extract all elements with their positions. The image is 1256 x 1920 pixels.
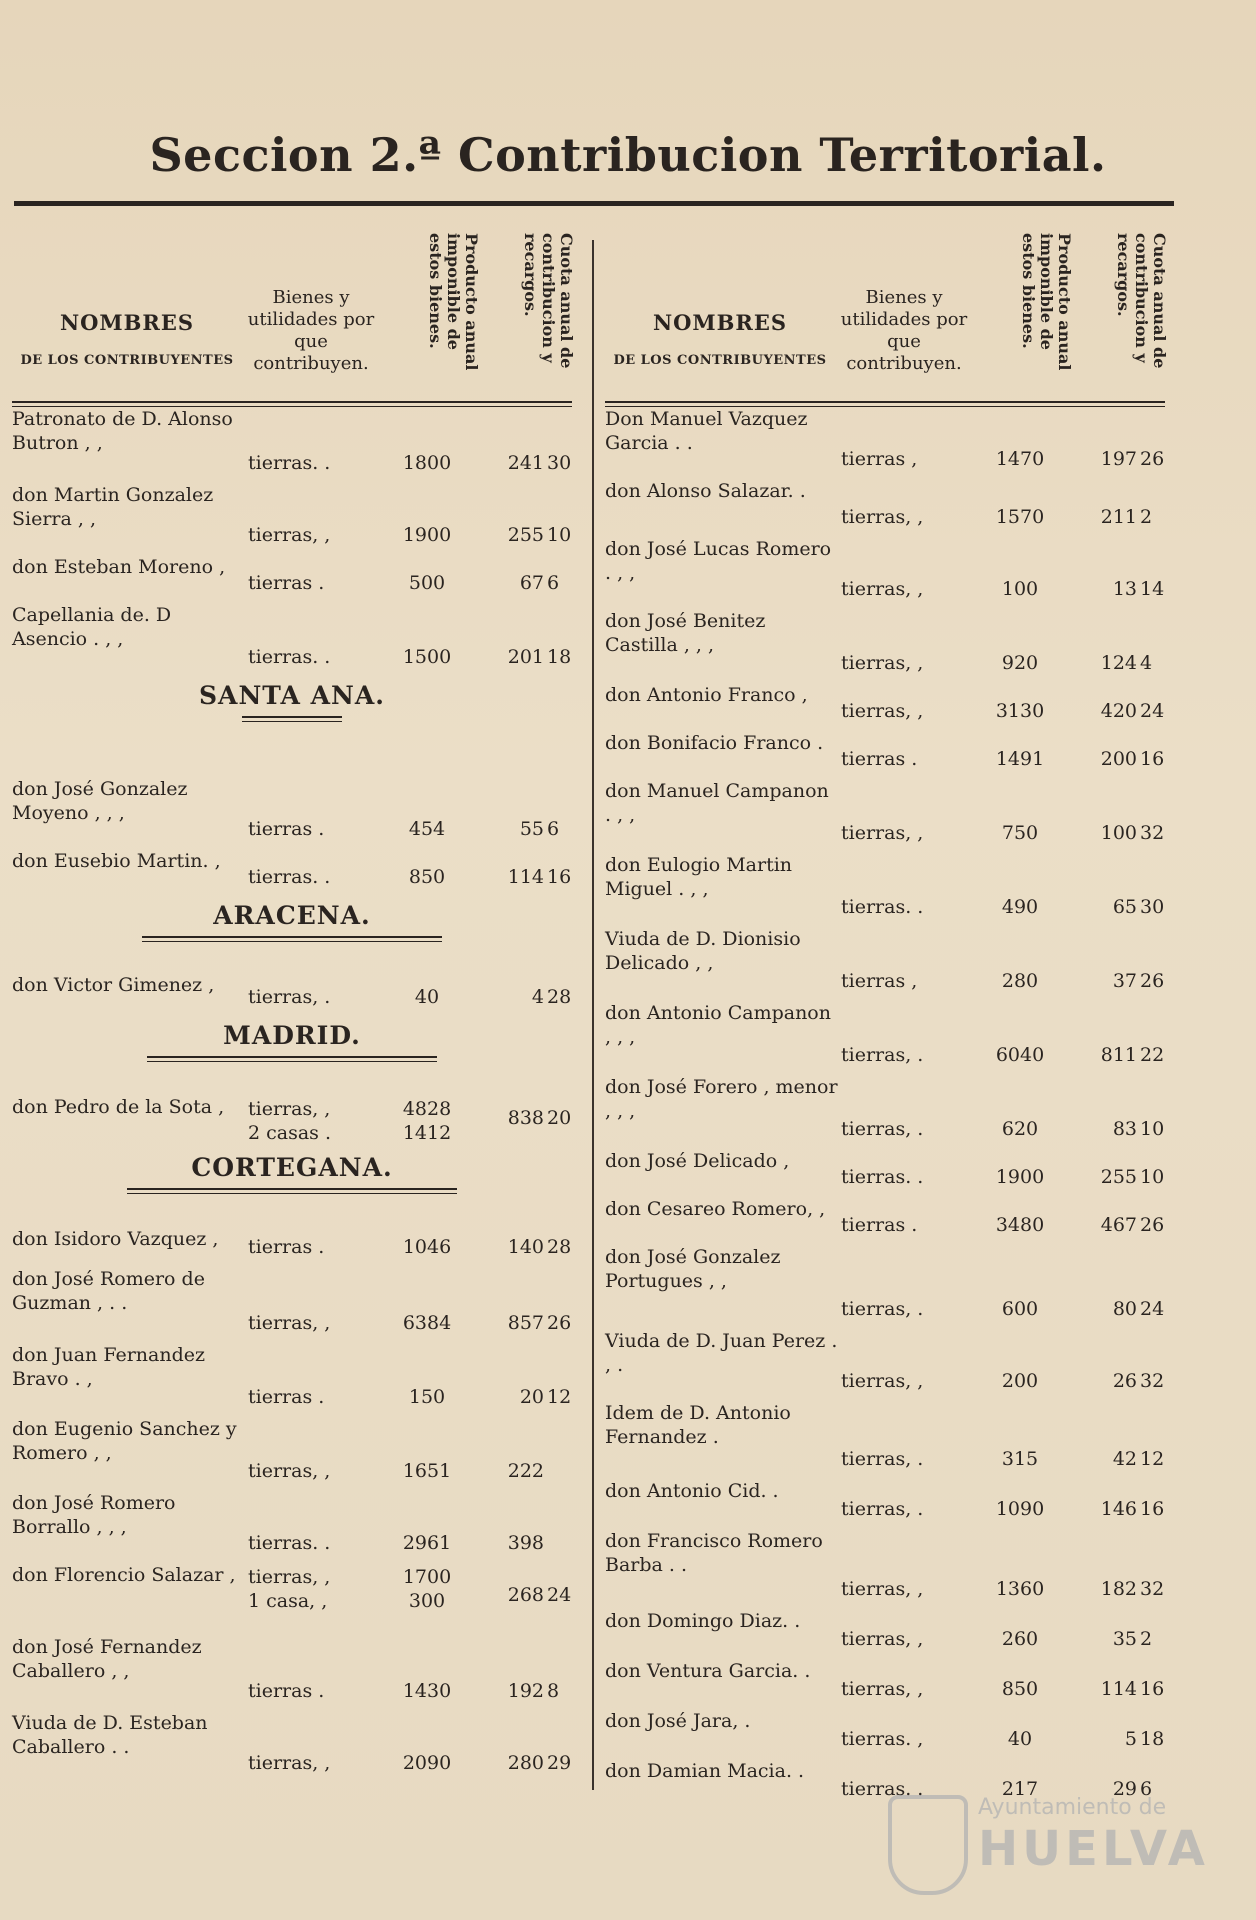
quota-cell: 35 (1112, 1628, 1137, 1650)
table-row (12, 601, 572, 675)
product-cell: 454 (408, 818, 446, 840)
section-heading (12, 1147, 572, 1225)
contributor-name: don José Fernandez Caballero , , (12, 1636, 202, 1682)
quota-cell: 182 (1100, 1578, 1137, 1600)
right-table-header (605, 225, 1169, 405)
section-label: CORTEGANA. (191, 1153, 393, 1182)
goods-cell: tierras, . (841, 1118, 924, 1140)
quota-cents-cell: 24 (1140, 1298, 1165, 1320)
product-cell: 6040 (995, 1044, 1045, 1066)
quota-cents-cell: 32 (1140, 822, 1165, 844)
goods-cell: tierras. . (248, 1532, 331, 1554)
table-row (12, 1415, 572, 1489)
quota-cents-cell: 32 (1140, 1578, 1165, 1600)
contributor-name: don Domingo Diaz. . (605, 1610, 801, 1632)
contributor-name: don Cesareo Romero, , (605, 1198, 826, 1220)
watermark-subtitle: Ayuntamiento de (978, 1795, 1167, 1820)
quota-cents-cell: 10 (547, 524, 572, 546)
product-cell: 1800 (402, 452, 452, 474)
section-rule (147, 1056, 437, 1062)
table-row (605, 535, 1165, 607)
product-cell: 1360 (995, 1578, 1045, 1600)
quota-cell: 255 (507, 524, 544, 546)
quota-cell: 26 (1112, 1370, 1137, 1392)
quota-cell: 65 (1112, 896, 1137, 918)
table-row (12, 1093, 572, 1147)
contributor-name: don Antonio Cid. . (605, 1480, 779, 1502)
quota-cell: 398 (507, 1532, 544, 1554)
contributor-name: don Manuel Campanon . , , (605, 780, 829, 826)
quota-cents-cell: 14 (1140, 578, 1165, 600)
quota-cents-cell: 16 (1140, 748, 1165, 770)
table-row (605, 1073, 1165, 1147)
names-header-subtitle: DE LOS CONTRIBUYENTES (20, 353, 234, 368)
goods-cell: tierras, , (841, 1678, 924, 1700)
product-cell: 40 (414, 986, 440, 1008)
product-cell: 3480 (995, 1214, 1045, 1236)
quota-cell: 100 (1100, 822, 1137, 844)
product-header: Producto anual imponible de estos bienes. (1019, 233, 1074, 371)
product-cell: 4828 1412 (402, 1098, 452, 1144)
quota-cell: 201 (507, 646, 544, 668)
product-cell: 1491 (995, 748, 1045, 770)
contributor-name: don Ventura Garcia. . (605, 1660, 811, 1682)
quota-header: Cuota anual de contribucion y recargos. (1114, 233, 1169, 369)
quota-cents-cell: 29 (547, 1752, 572, 1774)
contributor-name: Capellania de. D Asencio . , , (12, 604, 172, 650)
product-cell: 1700 300 (402, 1566, 452, 1612)
goods-cell: tierras, , (841, 506, 924, 528)
contributor-name: don José Romero Borrallo , , , (12, 1492, 176, 1538)
goods-cell: tierras, . (841, 1448, 924, 1470)
contributor-name: don Esteban Moreno , (12, 556, 226, 578)
table-row (12, 553, 572, 601)
goods-cell: tierras, , 1 casa, , (248, 1566, 331, 1612)
left-column (12, 225, 576, 1781)
contributor-name: Idem de D. Antonio Fernandez . (605, 1402, 791, 1448)
contributor-name: don José Jara, . (605, 1710, 751, 1732)
product-cell: 1570 (995, 506, 1045, 528)
product-cell: 6384 (402, 1312, 452, 1334)
product-cell: 1470 (995, 448, 1045, 470)
goods-header: Bienes y utilidades por que contribuyen. (247, 287, 375, 374)
contributor-name: Viuda de D. Esteban Caballero . . (12, 1712, 208, 1758)
contributor-name: don José Delicado , (605, 1150, 790, 1172)
quota-cents-cell: 2 (1140, 506, 1153, 528)
contributor-name: Don Manuel Vazquez Garcia . . (605, 408, 808, 454)
goods-cell: tierras , (841, 970, 918, 992)
table-row (605, 1527, 1165, 1607)
goods-cell: tierras, . (841, 1044, 924, 1066)
contributor-name: don Victor Gimenez , (12, 974, 215, 996)
table-row (12, 481, 572, 553)
contributor-name: Viuda de D. Dionisio Delicado , , (605, 928, 801, 974)
quota-cents-cell: 18 (547, 646, 572, 668)
table-row (605, 851, 1165, 925)
table-row (605, 477, 1165, 535)
quota-cell: 42 (1112, 1448, 1137, 1470)
section-rule (142, 936, 442, 942)
goods-cell: tierras, , (841, 1578, 924, 1600)
goods-cell: tierras, , (841, 578, 924, 600)
product-cell: 1500 (402, 646, 452, 668)
quota-header: Cuota anual de contribucion y recargos. (521, 233, 576, 369)
table-row (12, 405, 572, 481)
names-header (12, 310, 242, 368)
contributor-name: don José Lucas Romero . , , (605, 538, 832, 584)
quota-cell: 211 (1100, 506, 1137, 528)
product-cell: 3130 (995, 700, 1045, 722)
section-rule (242, 716, 342, 722)
product-cell: 100 (1001, 578, 1039, 600)
quota-cell: 467 (1100, 1214, 1137, 1236)
product-cell: 920 (1001, 652, 1039, 674)
column-divider (592, 240, 594, 1790)
product-cell: 1651 (402, 1460, 452, 1482)
names-header-title: NOMBRES (652, 310, 788, 335)
quota-cents-cell: 2 (1140, 1628, 1153, 1650)
quota-cell: 5 (1124, 1728, 1137, 1750)
contributor-name: don Antonio Campanon , , , (605, 1002, 831, 1048)
goods-cell: tierras . (248, 1680, 325, 1702)
contributor-name: Viuda de D. Juan Perez . , . (605, 1330, 838, 1376)
quota-cell: 200 (1100, 748, 1137, 770)
goods-cell: tierras. . (248, 452, 331, 474)
goods-cell: tierras, , (248, 1752, 331, 1774)
quota-cents-cell: 10 (1140, 1166, 1165, 1188)
goods-cell: tierras . (248, 572, 325, 594)
product-cell: 1090 (995, 1498, 1045, 1520)
names-header-subtitle: DE LOS CONTRIBUYENTES (613, 353, 827, 368)
contributor-name: don José Benitez Castilla , , , (605, 610, 766, 656)
quota-cell: 192 (507, 1680, 544, 1702)
quota-cell: 241 (507, 452, 544, 474)
table-row (12, 847, 572, 895)
contributor-name: don Damian Macia. . (605, 1760, 805, 1782)
product-cell: 620 (1001, 1118, 1039, 1140)
goods-cell: tierras, , (841, 700, 924, 722)
quota-cell: 255 (1100, 1166, 1137, 1188)
quota-cell: 114 (1100, 1678, 1137, 1700)
product-cell: 750 (1001, 822, 1039, 844)
contributor-name: don Eusebio Martin. , (12, 850, 221, 872)
right-column (605, 225, 1169, 1807)
goods-cell: tierras . (248, 1236, 325, 1258)
quota-cents-cell: 30 (1140, 896, 1165, 918)
goods-cell: tierras , (841, 448, 918, 470)
table-row (605, 1243, 1165, 1327)
quota-cell: 280 (507, 1752, 544, 1774)
quota-cents-cell: 6 (547, 572, 560, 594)
right-table-body (605, 405, 1165, 1807)
product-cell: 600 (1001, 1298, 1039, 1320)
table-row (605, 999, 1165, 1073)
quota-cell: 146 (1100, 1498, 1137, 1520)
product-cell: 1430 (402, 1680, 452, 1702)
product-cell: 315 (1001, 1448, 1039, 1470)
quota-cell: 80 (1112, 1298, 1137, 1320)
table-row (12, 1341, 572, 1415)
left-table-header (12, 225, 576, 405)
crest-icon (888, 1795, 968, 1895)
quota-cell: 20 (519, 1386, 544, 1408)
product-cell: 280 (1001, 970, 1039, 992)
table-row (12, 1709, 572, 1781)
table-row (605, 1707, 1165, 1757)
page-title: Seccion 2.ª Contribucion Territorial. (149, 128, 1107, 182)
quota-cell: 197 (1100, 448, 1137, 470)
quota-cents-cell: 6 (1140, 1778, 1153, 1800)
section-label: SANTA ANA. (199, 681, 385, 710)
quota-cell: 857 (507, 1312, 544, 1334)
table-row (12, 971, 572, 1015)
quota-cell: 13 (1112, 578, 1137, 600)
table-row (605, 607, 1165, 681)
watermark-stamp (878, 1795, 1209, 1895)
goods-cell: tierras . (841, 748, 918, 770)
contributor-name: don Francisco Romero Barba . . (605, 1530, 823, 1576)
product-cell: 260 (1001, 1628, 1039, 1650)
quota-cents-cell: 20 (547, 1107, 572, 1129)
quota-cell: 37 (1112, 970, 1137, 992)
quota-cents-cell: 10 (1140, 1118, 1165, 1140)
goods-cell: tierras, , (841, 1628, 924, 1650)
quota-cents-cell: 12 (547, 1386, 572, 1408)
watermark-title: HUELVA (978, 1821, 1209, 1877)
table-row (605, 1607, 1165, 1657)
quota-cell: 114 (507, 866, 544, 888)
goods-cell: tierras. . (248, 646, 331, 668)
goods-cell: tierras . (841, 1214, 918, 1236)
quota-cell: 140 (507, 1236, 544, 1258)
section-label: ARACENA. (213, 901, 371, 930)
quota-cents-cell: 6 (547, 818, 560, 840)
table-row (605, 1399, 1165, 1477)
product-cell: 40 (1007, 1728, 1033, 1750)
quota-cents-cell: 16 (547, 866, 572, 888)
table-row (12, 1265, 572, 1341)
table-row (12, 775, 572, 847)
names-header (605, 310, 835, 368)
quota-cell: 67 (519, 572, 544, 594)
product-cell: 500 (408, 572, 446, 594)
product-cell: 1900 (995, 1166, 1045, 1188)
contributor-name: don Pedro de la Sota , (12, 1096, 225, 1118)
product-cell: 2090 (402, 1752, 452, 1774)
product-cell: 1046 (402, 1236, 452, 1258)
contributor-name: don Antonio Franco , (605, 684, 808, 706)
product-cell: 200 (1001, 1370, 1039, 1392)
contributor-name: don Alonso Salazar. . (605, 480, 806, 502)
product-cell: 850 (408, 866, 446, 888)
goods-cell: tierras. . (841, 1778, 924, 1800)
quota-cents-cell: 26 (1140, 448, 1165, 470)
goods-cell: tierras, . (841, 1298, 924, 1320)
goods-cell: tierras, . (841, 1498, 924, 1520)
goods-cell: tierras, , (248, 1312, 331, 1334)
contributor-name: Patronato de D. Alonso Butron , , (12, 408, 233, 454)
quota-cents-cell: 8 (547, 1680, 560, 1702)
goods-cell: tierras, , (248, 524, 331, 546)
product-cell: 2961 (402, 1532, 452, 1554)
contributor-name: don José Forero , menor , , , (605, 1076, 838, 1122)
goods-cell: tierras, . (248, 986, 331, 1008)
table-row (605, 681, 1165, 729)
quota-cents-cell: 24 (547, 1584, 572, 1606)
quota-cell: 222 (507, 1460, 544, 1482)
quota-cell: 4 (531, 986, 544, 1008)
quota-cell: 811 (1100, 1044, 1137, 1066)
goods-cell: tierras, , (841, 1370, 924, 1392)
contributor-name: don Eugenio Sanchez y Romero , , (12, 1418, 237, 1464)
quota-cell: 838 (507, 1107, 544, 1129)
quota-cents-cell: 18 (1140, 1728, 1165, 1750)
quota-cents-cell: 26 (547, 1312, 572, 1334)
title-rule (14, 201, 1174, 206)
section-heading (12, 895, 572, 971)
table-row (605, 405, 1165, 477)
product-header: Producto anual imponible de estos bienes. (426, 233, 481, 371)
quota-cents-cell: 4 (1140, 652, 1153, 674)
goods-cell: tierras, , (841, 822, 924, 844)
contributor-name: don Martin Gonzalez Sierra , , (12, 484, 214, 530)
contributor-name: don Isidoro Vazquez , (12, 1228, 219, 1250)
product-cell: 217 (1001, 1778, 1039, 1800)
section-label: MADRID. (223, 1021, 361, 1050)
names-header-title: NOMBRES (59, 310, 195, 335)
quota-cents-cell: 28 (547, 986, 572, 1008)
quota-cell: 83 (1112, 1118, 1137, 1140)
section-heading (12, 675, 572, 775)
goods-cell: tierras. , (841, 1728, 924, 1750)
quota-cell: 124 (1100, 652, 1137, 674)
quota-cents-cell: 22 (1140, 1044, 1165, 1066)
product-cell: 1900 (402, 524, 452, 546)
section-heading (12, 1015, 572, 1093)
section-rule (127, 1188, 457, 1194)
table-row (605, 729, 1165, 777)
contributor-name: don Florencio Salazar , (12, 1564, 236, 1586)
contributor-name: don Bonifacio Franco . (605, 732, 824, 754)
quota-cents-cell: 16 (1140, 1678, 1165, 1700)
goods-cell: tierras. . (841, 896, 924, 918)
quota-cents-cell: 12 (1140, 1448, 1165, 1470)
product-cell: 150 (408, 1386, 446, 1408)
quota-cents-cell: 26 (1140, 1214, 1165, 1236)
table-row (12, 1561, 572, 1633)
table-row (605, 1657, 1165, 1707)
left-table-body (12, 405, 572, 1781)
contributor-name: don José Gonzalez Moyeno , , , (12, 778, 188, 824)
product-cell: 490 (1001, 896, 1039, 918)
contributor-name: don José Romero de Guzman , . . (12, 1268, 205, 1314)
contributor-name: don Juan Fernandez Bravo . , (12, 1344, 206, 1390)
table-row (12, 1489, 572, 1561)
goods-cell: tierras . (248, 818, 325, 840)
goods-header: Bienes y utilidades por que contribuyen. (840, 287, 968, 374)
table-row (605, 1477, 1165, 1527)
table-row (605, 777, 1165, 851)
quota-cents-cell: 30 (547, 452, 572, 474)
table-row (12, 1225, 572, 1265)
goods-cell: tierras . (248, 1386, 325, 1408)
quota-cents-cell: 16 (1140, 1498, 1165, 1520)
quota-cents-cell: 32 (1140, 1370, 1165, 1392)
table-row (605, 1195, 1165, 1243)
table-row (605, 1147, 1165, 1195)
quota-cents-cell: 24 (1140, 700, 1165, 722)
quota-cell: 29 (1112, 1778, 1137, 1800)
quota-cell: 268 (507, 1584, 544, 1606)
quota-cents-cell: 28 (547, 1236, 572, 1258)
contributor-name: don Eulogio Martin Miguel . , , (605, 854, 793, 900)
goods-cell: tierras. . (841, 1166, 924, 1188)
contributor-name: don José Gonzalez Portugues , , (605, 1246, 781, 1292)
table-row (605, 925, 1165, 999)
quota-cell: 420 (1100, 700, 1137, 722)
table-row (12, 1633, 572, 1709)
goods-cell: tierras, , 2 casas . (248, 1098, 332, 1144)
goods-cell: tierras, , (841, 652, 924, 674)
quota-cell: 55 (519, 818, 544, 840)
goods-cell: tierras, , (248, 1460, 331, 1482)
goods-cell: tierras. . (248, 866, 331, 888)
quota-cents-cell: 26 (1140, 970, 1165, 992)
product-cell: 850 (1001, 1678, 1039, 1700)
table-row (605, 1327, 1165, 1399)
